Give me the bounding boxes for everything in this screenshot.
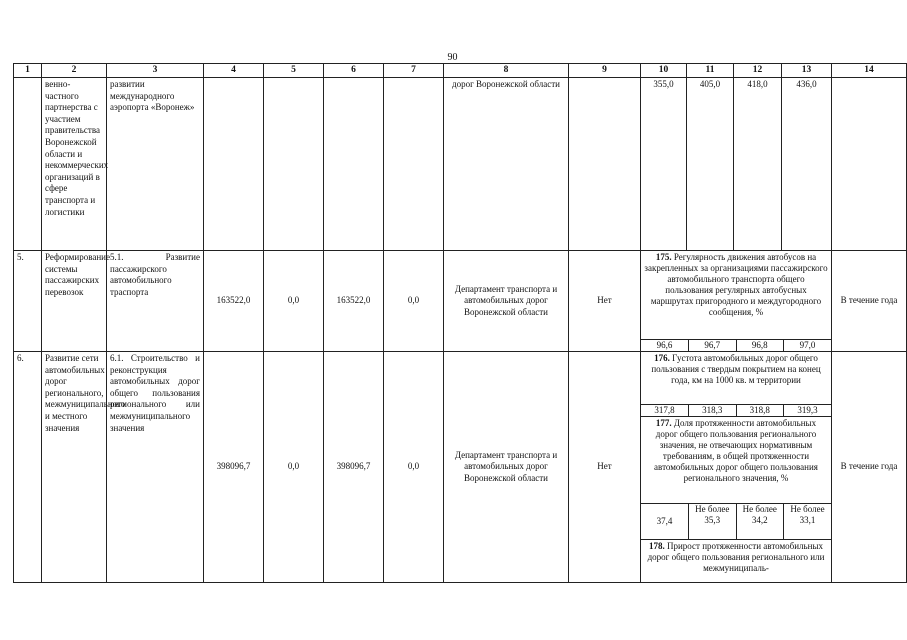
indicator-number: 177. xyxy=(655,418,672,428)
amount-cell: 163522,0 xyxy=(324,251,384,352)
amount-cell: 398096,7 xyxy=(204,352,264,583)
deadline-cell: В течение года xyxy=(832,352,907,583)
indicator-value: 317,8 xyxy=(641,405,689,417)
header-cell: 6 xyxy=(324,64,384,78)
header-cell: 10 xyxy=(641,64,687,78)
header-cell: 8 xyxy=(444,64,569,78)
value-cell: 405,0 xyxy=(687,78,734,251)
header-cell: 9 xyxy=(569,64,641,78)
header-cell: 13 xyxy=(782,64,832,78)
header-cell: 1 xyxy=(14,64,42,78)
header-cell: 14 xyxy=(832,64,907,78)
executor-cell: Департамент транспорта и автомобильных дорог Воронежской области xyxy=(444,352,569,583)
amount-cell: 0,0 xyxy=(264,251,324,352)
indicator-title xyxy=(641,251,831,340)
header-cell: 11 xyxy=(687,64,734,78)
indicator-title xyxy=(641,417,831,504)
indicator-cell xyxy=(641,251,832,352)
indicator-number: 175. xyxy=(655,252,672,262)
indicator-value: 318,3 xyxy=(689,405,737,417)
indicator-text: Регулярность движения автобусов на закрепленных за организациями пассажирского автомобильного транспорта общего пользования регулярных автобусных маршрутах пригородного и междугородного сообщения, % xyxy=(644,252,828,317)
header-cell: 4 xyxy=(204,64,264,78)
deadline-cell: В течение года xyxy=(832,251,907,352)
indicator-value: 97,0 xyxy=(784,340,832,352)
header-cell: 5 xyxy=(264,64,324,78)
value-cell: 436,0 xyxy=(782,78,832,251)
indicator-number: 178. xyxy=(648,541,665,551)
flag-cell: Нет xyxy=(569,251,641,352)
header-row xyxy=(14,64,907,78)
indicator-cell xyxy=(641,352,832,583)
indicator-title xyxy=(641,540,831,583)
indicator-value: Не более 34,2 xyxy=(736,504,784,540)
amount-cell: 398096,7 xyxy=(324,352,384,583)
amount-cell: 0,0 xyxy=(264,352,324,583)
row-number: 6. xyxy=(14,352,42,583)
indicator-value: Не более 33,1 xyxy=(784,504,832,540)
header-cell: 7 xyxy=(384,64,444,78)
objective-cell: венно-частного партнерства с участием правительства Воронежской области и некоммерческих организаций в сфере транспорта и логистики xyxy=(42,78,107,251)
executor-cell: Департамент транспорта и автомобильных дорог Воронежской области xyxy=(444,251,569,352)
indicator-value: 319,3 xyxy=(784,405,832,417)
objective-cell: Развитие сети автомобильных дорог регионального, межмуниципального и местного значения xyxy=(42,352,107,583)
activity-cell: 6.1. Строительство и реконструкция автомобильных дорог общего пользования регионального или межмуниципального значения xyxy=(107,352,204,583)
objective-cell: Реформирование системы пассажирских перевозок xyxy=(42,251,107,352)
indicator-value: Не более 35,3 xyxy=(689,504,737,540)
indicator-title xyxy=(641,352,831,405)
indicator-number: 176. xyxy=(654,353,670,363)
header-cell: 12 xyxy=(734,64,782,78)
table-row xyxy=(14,251,907,352)
page-number: 90 xyxy=(447,52,458,63)
value-cell: 355,0 xyxy=(641,78,687,251)
header-cell: 3 xyxy=(107,64,204,78)
amount-cell: 163522,0 xyxy=(204,251,264,352)
activity-cell: 5.1. Развитие пассажирского автомобильного трaспорта xyxy=(107,251,204,352)
flag-cell: Нет xyxy=(569,352,641,583)
row-number: 5. xyxy=(14,251,42,352)
indicator-value: 96,6 xyxy=(641,340,689,352)
table-row xyxy=(14,352,907,583)
indicator-value: 96,7 xyxy=(689,340,737,352)
indicator-block xyxy=(641,352,831,582)
executor-cell: дорог Воронежской области xyxy=(444,78,569,251)
amount-cell: 0,0 xyxy=(384,352,444,583)
program-table xyxy=(13,63,907,583)
indicator-block xyxy=(641,251,831,351)
value-cell: 418,0 xyxy=(734,78,782,251)
indicator-value: 318,8 xyxy=(736,405,784,417)
indicator-value: 37,4 xyxy=(641,504,689,540)
indicator-text: Доля протяженности автомобильных дорог общего пользования регионального значения, не отвечающих нормативным требованиям, в общей протяженности автомобильных дорог общего пользования регионального значения, % xyxy=(654,418,818,483)
indicator-text: Прирост протяженности автомобильных дорог общего пользования регионального или межмуниципаль- xyxy=(647,541,825,573)
indicator-text: Густота автомобильных дорог общего пользования с твердым покрытием на конец года, км на 1000 кв. м территории xyxy=(651,353,821,385)
amount-cell: 0,0 xyxy=(384,251,444,352)
indicator-value: 96,8 xyxy=(736,340,784,352)
header-cell: 2 xyxy=(42,64,107,78)
activity-cell: развитии международного аэропорта «Воронеж» xyxy=(107,78,204,251)
table-row xyxy=(14,78,907,251)
